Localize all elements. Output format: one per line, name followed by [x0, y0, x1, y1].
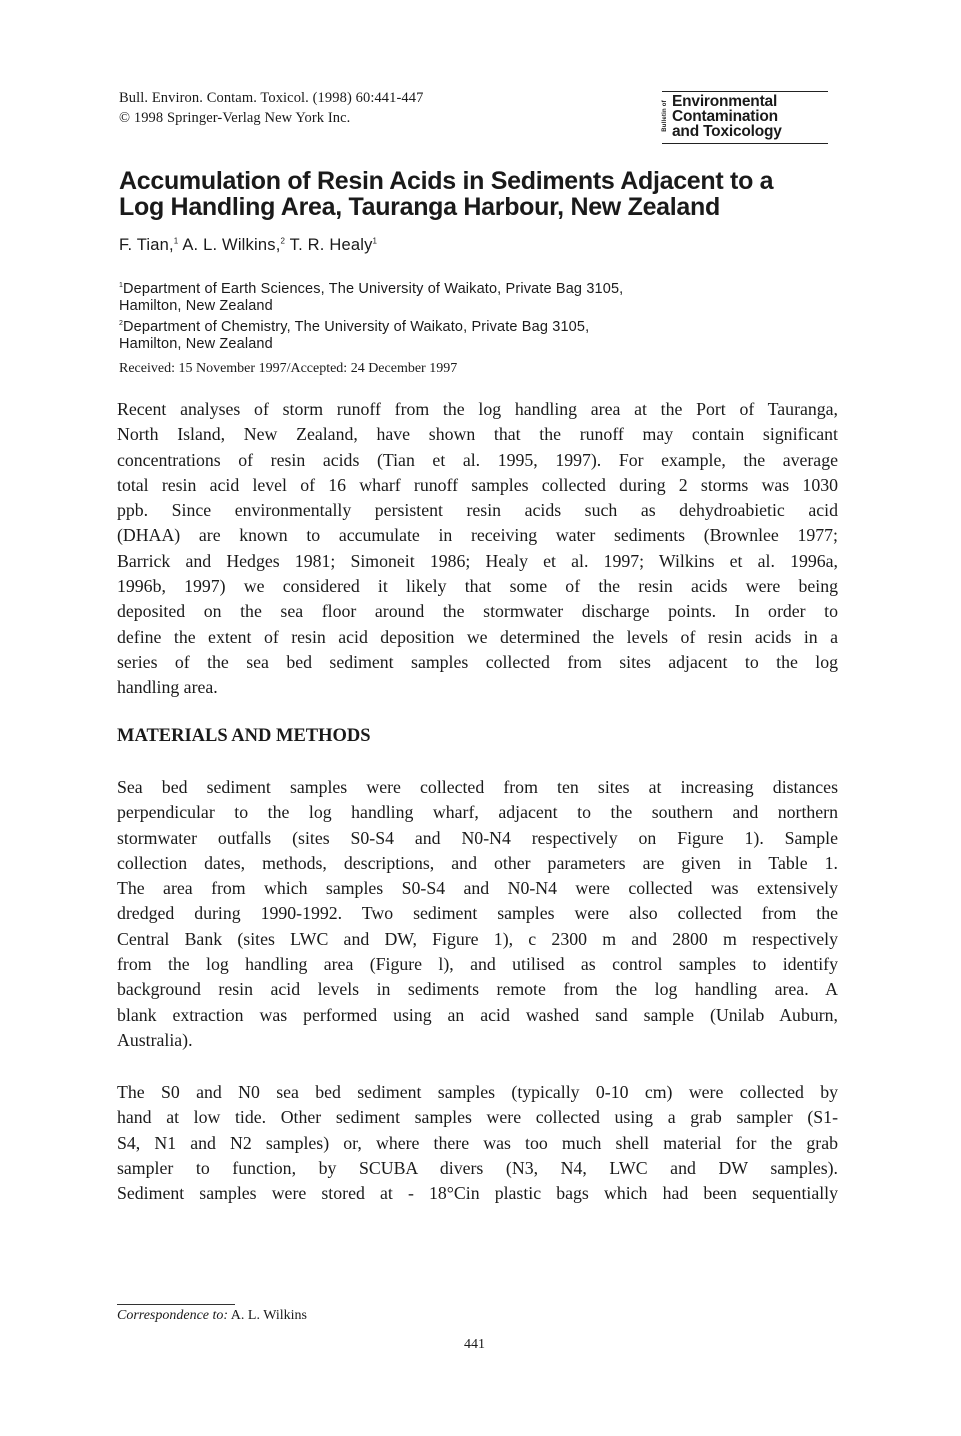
affiliation-mark: 2: [119, 319, 124, 327]
affiliation-text: Department of Earth Sciences, The University of Waikato, Private Bag 3105,: [123, 280, 624, 297]
text-line: background resin acid levels in sediments remote from the log handling area. A: [117, 979, 838, 1000]
logo-prefix: Bulletin of: [661, 100, 668, 132]
text-line: hand at low tide. Other sediment samples were collected using a grab sampler (S1-: [117, 1107, 838, 1128]
copyright-line: © 1998 Springer-Verlag New York Inc.: [119, 110, 351, 126]
text-line: Sea bed sediment samples were collected from ten sites at increasing distances: [117, 777, 838, 797]
affiliation-text: Department of Chemistry, The University of Waikato, Private Bag 3105,: [123, 318, 590, 335]
logo-top-rule: [662, 91, 828, 92]
title-line: Accumulation of Resin Acids in Sediments Adjacent to a: [119, 167, 774, 195]
logo-line: Environmental: [672, 93, 778, 110]
text-line: perpendicular to the log handling wharf, adjacent to the southern and northern: [117, 802, 838, 823]
text-line: total resin acid level of 16 wharf runoff samples collected during 2 storms was 1030: [117, 474, 838, 495]
affiliation-mark: 1: [173, 236, 179, 246]
logo-line: and Toxicology: [672, 123, 782, 140]
methods-paragraph: [117, 1080, 838, 1206]
text-line: from the log handling area (Figure l), and utilised as control samples to identify: [117, 954, 838, 975]
affiliation-line: [119, 315, 623, 336]
text-line: deposited on the sea floor around the stormwater discharge points. In order to: [117, 601, 838, 622]
affiliation-mark: 2: [280, 236, 286, 246]
footnote-rule: [117, 1304, 235, 1305]
logo-bottom-rule: [662, 143, 828, 145]
citation-line: Bull. Environ. Contam. Toxicol. (1998) 60:441-447: [119, 90, 424, 106]
affiliation-mark: 1: [372, 236, 378, 246]
journal-citation: [119, 88, 423, 128]
title-line: Log Handling Area, Tauranga Harbour, New Zealand: [119, 193, 720, 221]
author-name: F. Tian,: [119, 236, 174, 254]
text-line: S4, N1 and N2 samples) or, where there was too much shell material for the grab: [117, 1132, 838, 1153]
article-title: [119, 168, 839, 220]
text-line: Australia).: [117, 1029, 193, 1050]
text-line: North Island, New Zealand, have shown that the runoff may contain significant: [117, 424, 838, 445]
author-list: [119, 236, 377, 255]
section-heading: MATERIALS AND METHODS: [117, 726, 371, 746]
text-line: series of the sea bed sediment samples collected from sites adjacent to the log: [117, 651, 838, 672]
affiliation-line: [119, 277, 623, 298]
received-date: Received: 15 November 1997/Accepted: 24 December 1997: [119, 361, 458, 376]
correspondence-label: Correspondence to:: [117, 1308, 229, 1323]
text-line: ppb. Since environmentally persistent resin acids such as dehydroabietic acid: [117, 500, 838, 521]
text-line: sampler to function, by SCUBA divers (N3, N4, LWC and DW samples).: [117, 1157, 838, 1178]
author-name: T. R. Healy: [289, 236, 373, 254]
page-number: 441: [464, 1337, 485, 1352]
correspondence-name: A. L. Wilkins: [228, 1308, 307, 1323]
text-line: 1996b, 1997) we considered it likely that some of the resin acids were being: [117, 576, 838, 597]
correspondence-footnote: [117, 1308, 307, 1324]
logo-line: Contamination: [672, 108, 778, 125]
text-line: handling area.: [117, 677, 218, 698]
text-line: dredged during 1990-1992. Two sediment samples were also collected from the: [117, 903, 838, 924]
intro-paragraph: [117, 397, 838, 701]
text-line: define the extent of resin acid deposition we determined the levels of resin acids in a: [117, 626, 838, 647]
text-line: Recent analyses of storm runoff from the log handling area at the Port of Tauranga,: [117, 399, 838, 419]
affiliation-mark: 1: [119, 282, 124, 289]
text-line: The area from which samples S0-S4 and N0-N4 were collected was extensively: [117, 878, 838, 899]
author-name: A. L. Wilkins,: [182, 236, 281, 254]
affiliations: [119, 277, 623, 353]
text-line: concentrations of resin acids (Tian et al. 1995, 1997). For example, the average: [117, 449, 838, 470]
affiliation-line: Hamilton, New Zealand: [119, 297, 273, 314]
text-line: (DHAA) are known to accumulate in receiving water sediments (Brownlee 1977;: [117, 525, 838, 546]
text-line: Barrick and Hedges 1981; Simoneit 1986; Healy et al. 1997; Wilkins et al. 1996a,: [117, 550, 838, 571]
text-line: Central Bank (sites LWC and DW, Figure 1), c 2300 m and 2800 m respectively: [117, 928, 838, 949]
text-line: blank extraction was performed using an acid washed sand sample (Unilab Auburn,: [117, 1004, 838, 1025]
methods-paragraph: [117, 775, 838, 1053]
text-line: Sediment samples were stored at - 18°Cin plastic bags which had been sequentially: [117, 1183, 838, 1204]
journal-logo: [662, 91, 830, 144]
text-line: The S0 and N0 sea bed sediment samples (typically 0-10 cm) were collected by: [117, 1082, 838, 1102]
affiliation-line: Hamilton, New Zealand: [119, 335, 273, 352]
text-line: stormwater outfalls (sites S0-S4 and N0-N4 respectively on Figure 1). Sample: [117, 827, 838, 848]
text-line: collection dates, methods, descriptions, and other parameters are given in Table 1.: [117, 852, 838, 873]
